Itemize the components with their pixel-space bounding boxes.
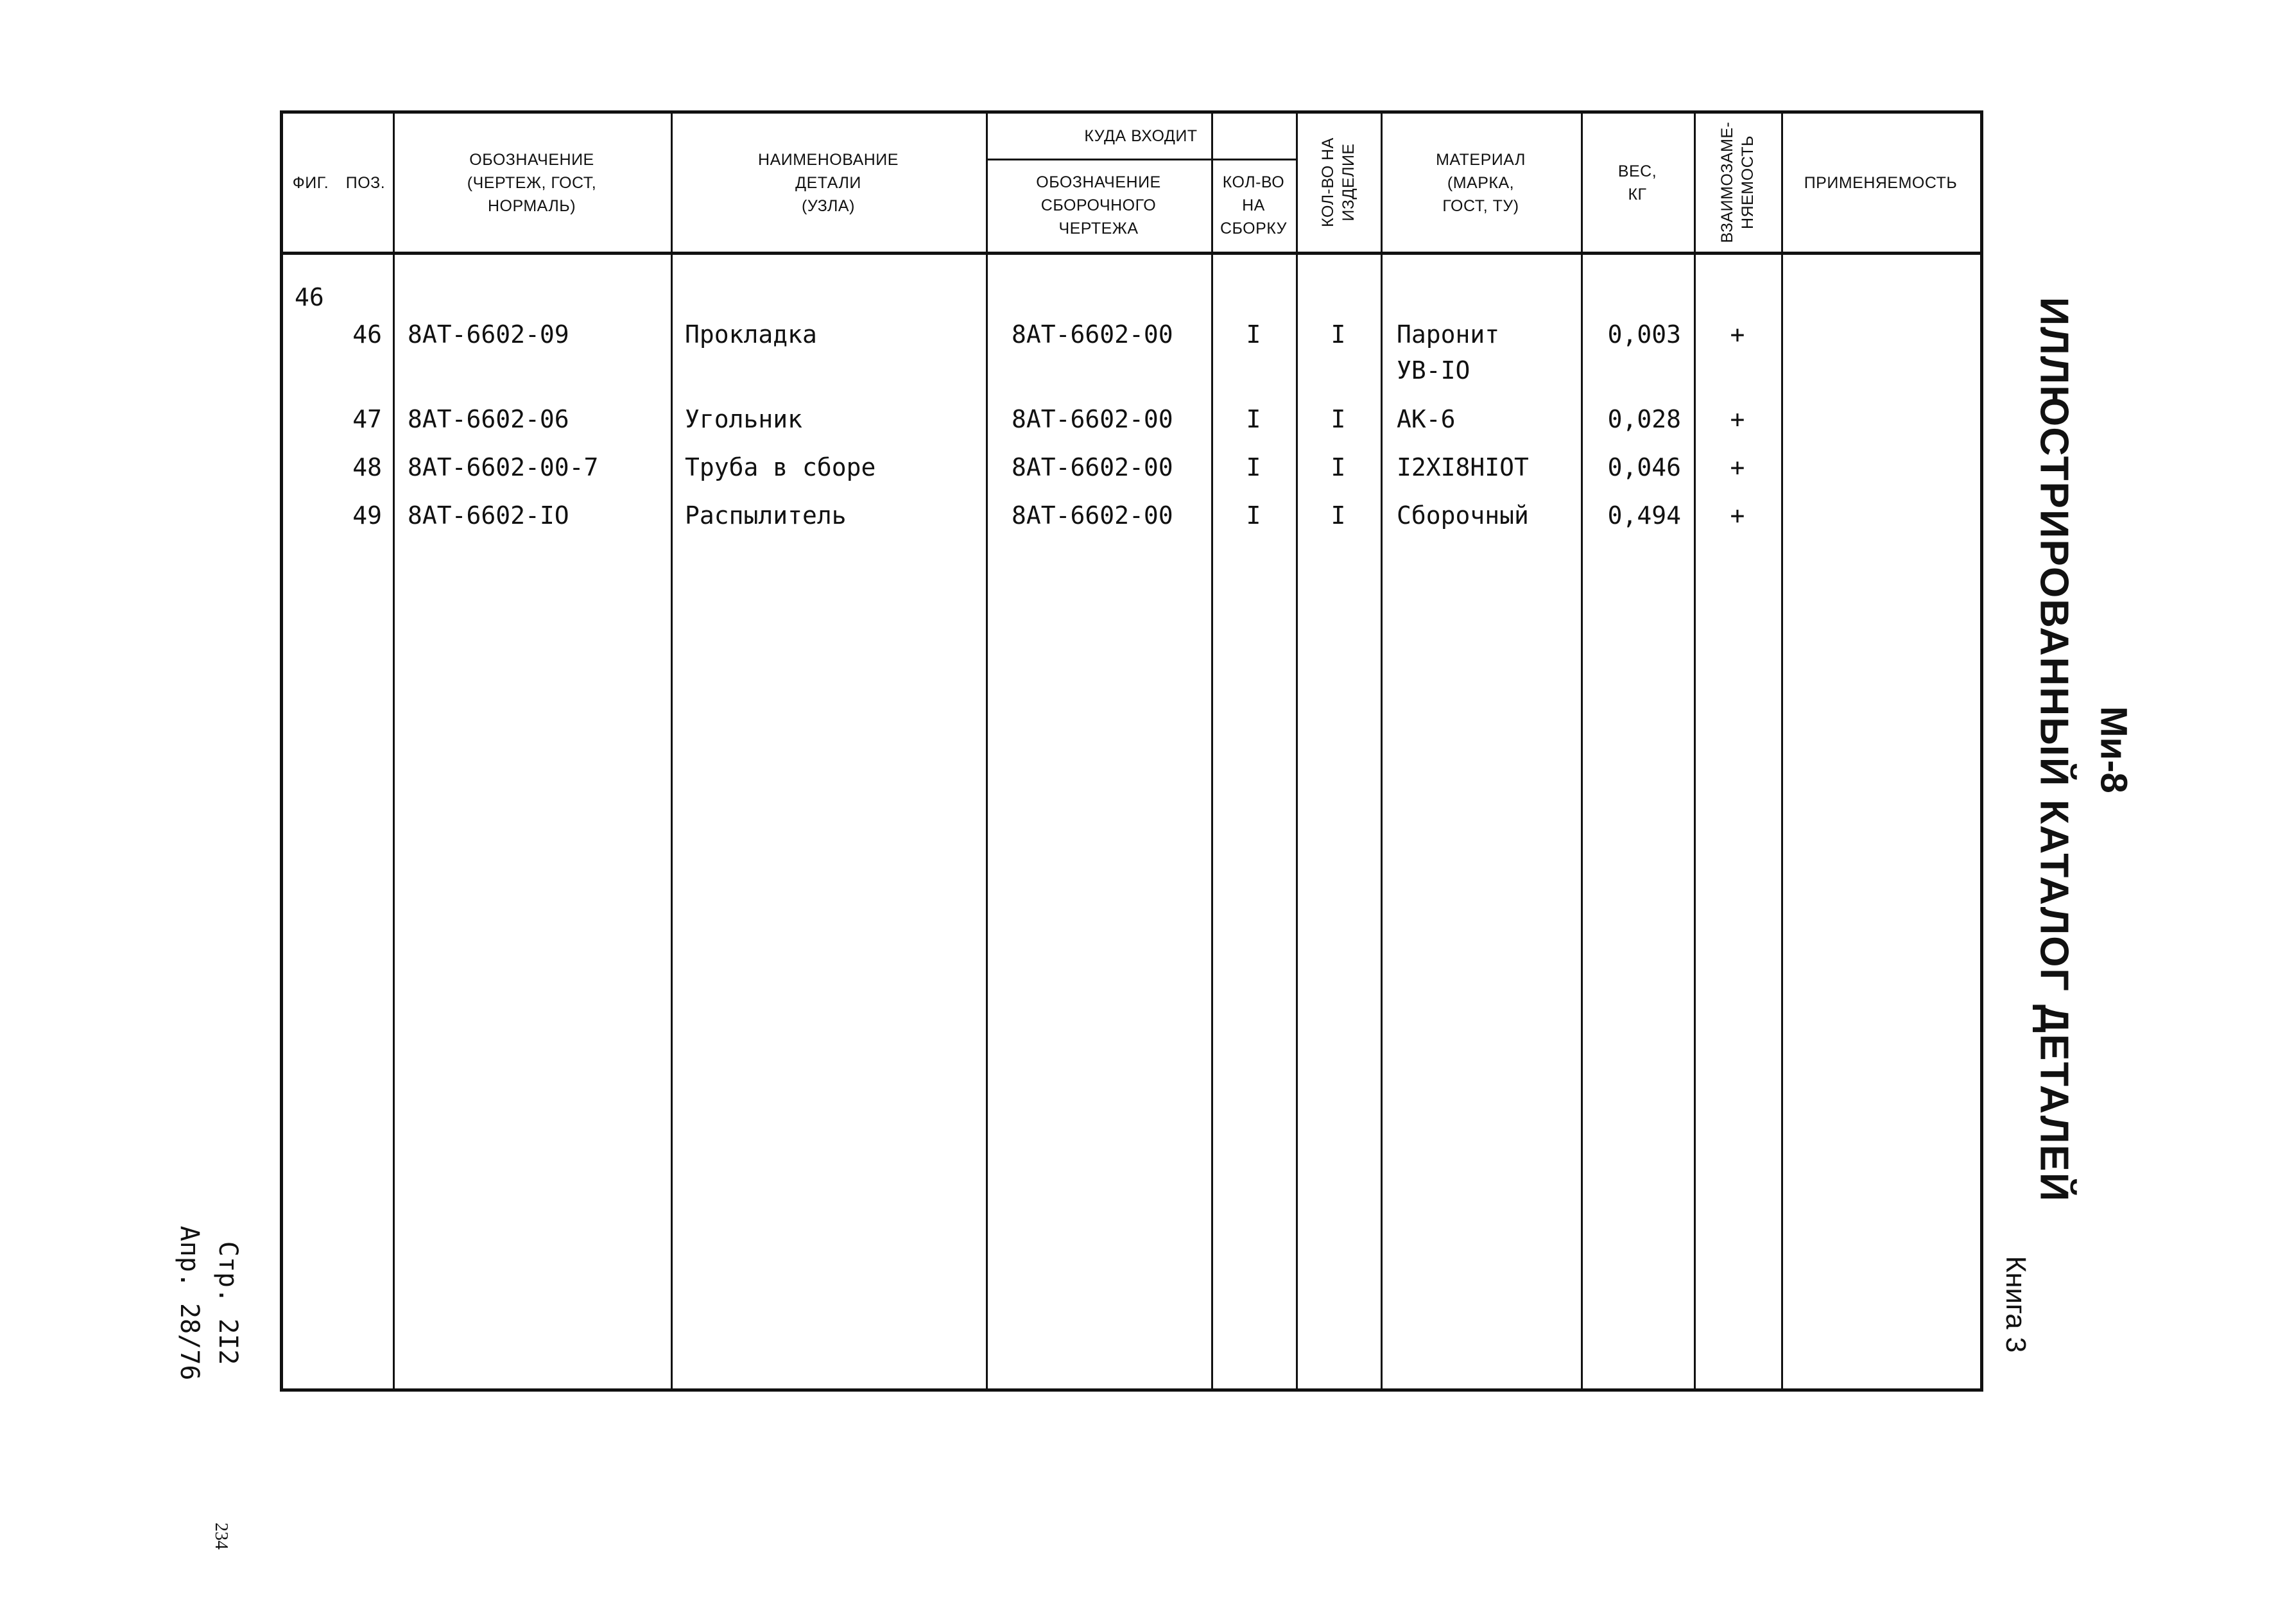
col-divider bbox=[1781, 114, 1783, 1388]
row-interchangeability: + bbox=[1730, 405, 1745, 433]
header-weight: ВЕС, КГ bbox=[1617, 162, 1657, 203]
header-fig: ФИГ. bbox=[292, 173, 329, 192]
header-assembly-drawing: ОБОЗНАЧЕНИЕ СБОРОЧНОГО ЧЕРТЕЖА bbox=[1036, 173, 1161, 238]
row-pos: 48 bbox=[352, 453, 382, 481]
row-pos: 49 bbox=[352, 501, 382, 530]
row-designation: 8АТ-6602-00-7 bbox=[408, 453, 599, 481]
row-qty-assembly: I bbox=[1246, 501, 1261, 530]
row-interchangeability: + bbox=[1730, 320, 1745, 349]
row-weight: 0,003 bbox=[1607, 320, 1681, 349]
row-qty-product: I bbox=[1331, 405, 1346, 433]
row-weight: 0,046 bbox=[1607, 453, 1681, 481]
col-divider bbox=[1694, 114, 1696, 1388]
header-where-used: КУДА ВХОДИТ bbox=[1084, 127, 1198, 145]
catalog-table bbox=[280, 110, 1983, 1392]
col-divider bbox=[671, 114, 673, 1388]
header-qty-product: КОЛ-ВО НА ИЗДЕЛИЕ bbox=[1319, 137, 1358, 227]
revision-date: Апр. 28/76 bbox=[175, 1225, 204, 1381]
row-material: Паронит bbox=[1397, 320, 1500, 349]
row-interchangeability: + bbox=[1730, 453, 1745, 481]
row-material: Сборочный bbox=[1397, 501, 1529, 530]
col-divider bbox=[986, 114, 988, 1388]
header-interchangeability: ВЗАИМОЗАМЕ- НЯЕМОСТЬ bbox=[1718, 121, 1757, 243]
row-name: Угольник bbox=[685, 405, 803, 433]
header-applicability: ПРИМЕНЯЕМОСТЬ bbox=[1804, 173, 1958, 192]
row-weight: 0,028 bbox=[1607, 405, 1681, 433]
row-pos: 46 bbox=[352, 320, 382, 349]
row-qty-product: I bbox=[1331, 453, 1346, 481]
header-pos: ПОЗ. bbox=[345, 173, 386, 192]
row-weight: 0,494 bbox=[1607, 501, 1681, 530]
row-material: I2XI8HIOT bbox=[1397, 453, 1529, 481]
row-material-line2: УВ-IO bbox=[1397, 356, 1470, 384]
row-interchangeability: + bbox=[1730, 501, 1745, 530]
model-label: Ми-8 bbox=[2092, 706, 2135, 793]
row-designation: 8АТ-6602-06 bbox=[408, 405, 569, 433]
row-assembly: 8АТ-6602-00 bbox=[1012, 405, 1173, 433]
row-name: Труба в сборе bbox=[685, 453, 876, 481]
row-designation: 8АТ-6602-IO bbox=[408, 501, 569, 530]
col-divider bbox=[393, 114, 395, 1388]
header-material: МАТЕРИАЛ (МАРКА, ГОСТ, ТУ) bbox=[1436, 150, 1526, 215]
header-designation: ОБОЗНАЧЕНИЕ (ЧЕРТЕЖ, ГОСТ, НОРМАЛЬ) bbox=[467, 150, 597, 215]
header-qty-assembly: КОЛ-ВО НА СБОРКУ bbox=[1220, 173, 1288, 238]
col-divider bbox=[1581, 114, 1583, 1388]
row-designation: 8АТ-6602-09 bbox=[408, 320, 569, 349]
page-number: Стр. 2I2 bbox=[213, 1241, 243, 1365]
row-name: Распылитель bbox=[685, 501, 847, 530]
row-assembly: 8АТ-6602-00 bbox=[1012, 453, 1173, 481]
col-divider bbox=[1296, 114, 1298, 1388]
row-qty-assembly: I bbox=[1246, 405, 1261, 433]
row-pos: 47 bbox=[352, 405, 382, 433]
row-qty-assembly: I bbox=[1246, 320, 1261, 349]
book-label: Книга 3 bbox=[2000, 1256, 2031, 1353]
row-qty-assembly: I bbox=[1246, 453, 1261, 481]
header-divider bbox=[283, 252, 1980, 255]
catalog-title: ИЛЛЮСТРИРОВАННЫЙ КАТАЛОГ ДЕТАЛЕЙ bbox=[2031, 297, 2076, 1203]
header-name: НАИМЕНОВАНИЕ ДЕТАЛИ (УЗЛА) bbox=[758, 150, 899, 215]
row-name: Прокладка bbox=[685, 320, 817, 349]
row-material: АК-6 bbox=[1397, 405, 1456, 433]
row-qty-product: I bbox=[1331, 320, 1346, 349]
row-qty-product: I bbox=[1331, 501, 1346, 530]
fig-number: 46 bbox=[295, 283, 324, 311]
col-divider bbox=[1211, 114, 1213, 1388]
row-assembly: 8АТ-6602-00 bbox=[1012, 320, 1173, 349]
sheet-number: 234 bbox=[211, 1523, 231, 1550]
col-divider bbox=[1381, 114, 1383, 1388]
row-assembly: 8АТ-6602-00 bbox=[1012, 501, 1173, 530]
